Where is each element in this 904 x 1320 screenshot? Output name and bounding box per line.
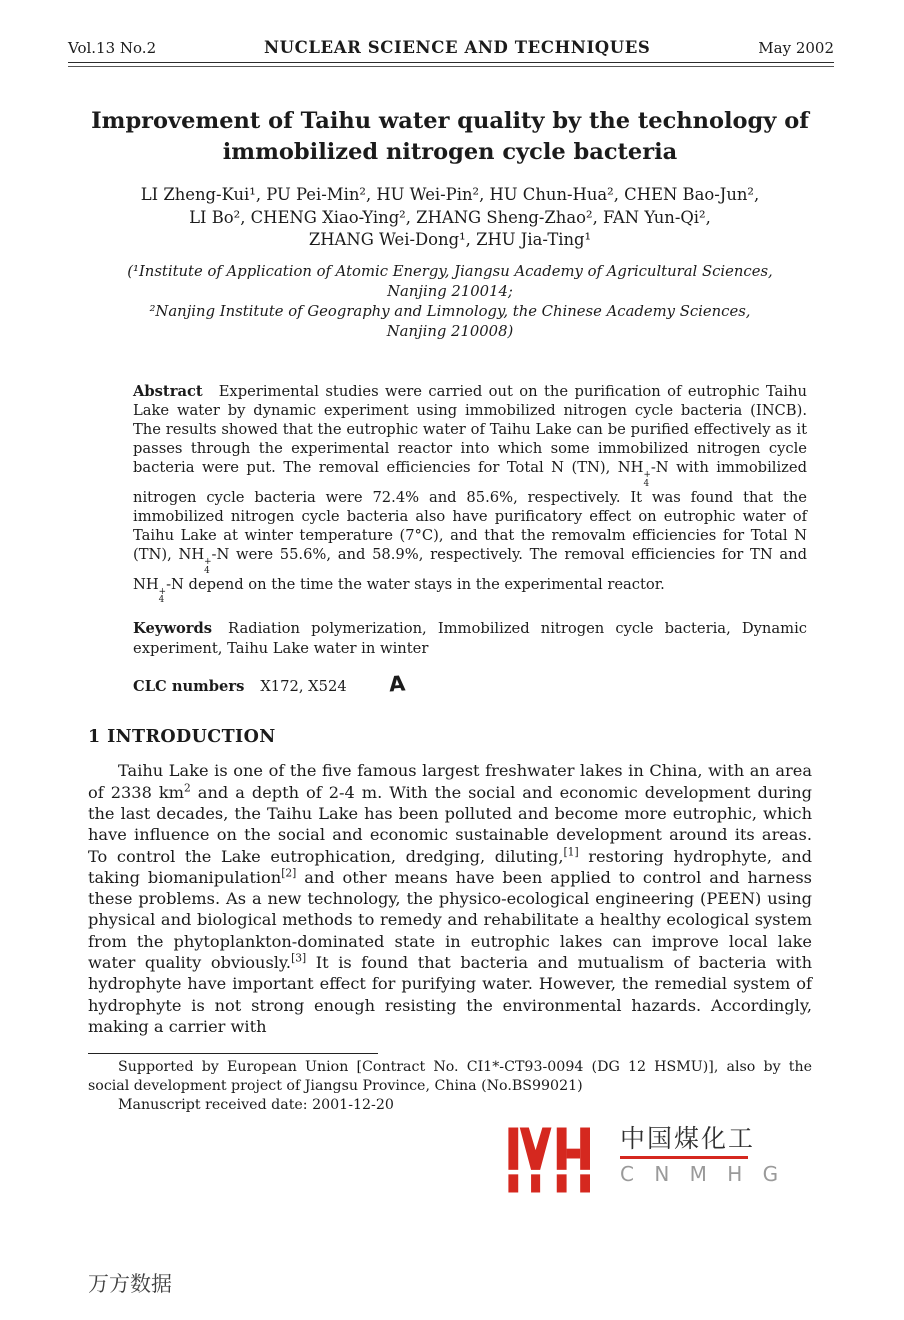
journal-header <box>68 38 834 67</box>
author-line: LI Bo², CHENG Xiao-Ying², ZHANG Sheng-Zhao², FAN Yun-Qi², <box>189 207 711 227</box>
section-heading-introduction: 1 INTRODUCTION <box>88 727 276 748</box>
introduction-paragraph: Taihu Lake is one of the five famous largest freshwater lakes in China, with an area of 2338 $km^2$ and a depth of 2-4 m. With the social and economic development during the last decades, the Taihu Lake has been polluted and become more eutrophic, which have influence on the social and economic sustainable development around its areas. To control the Lake eutrophication, dredging, diluting,[1] restoring hydrophyte, and taking biomanipulation[2] and other means have been applied to control and harness these problems. As a new technology, the physico-ecological engineering (PEEN) using physical and biological methods to remedy and rehabilitate a healthy ecological system from the phytoplankton-dominated state in eutrophic lakes can improve local lake water quality obviously.[3] It is found that bacteria and mutualism of bacteria with hydrophyte have important effect for purifying water. However, the remedial system of hydrophyte is not strong enough resisting the environmental hazards. Accordingly, making a carrier with <box>88 761 812 1036</box>
logo-red-underline <box>620 1156 748 1159</box>
wanfang-data-watermark: 万方数据 <box>88 1272 172 1296</box>
journal-title: NUCLEAR SCIENCE AND TECHNIQUES <box>263 38 651 57</box>
author-line: LI Zheng-Kui¹, PU Pei-Min², HU Wei-Pin², HU Chun-Hua², CHEN Bao-Jun², <box>140 185 760 204</box>
keywords-label: Keywords <box>133 620 213 638</box>
affiliation-line: (¹Institute of Application of Atomic Energy, Jiangsu Academy of Agricultural Sciences, <box>127 262 773 280</box>
footnote-support: Supported by European Union [Contract No. CI1*-CT93-0094 (DG 12 HSMU)], also by the social development project of Jiangsu Province, China (No.BS99021) <box>88 1059 812 1095</box>
clc-values: X172, X524 <box>260 678 347 696</box>
cnmhg-logo-icon <box>506 1126 606 1194</box>
affiliations <box>88 262 812 342</box>
clc-label: CLC numbers <box>133 678 245 696</box>
footnote-received: Manuscript received date: 2001-12-20 <box>118 1097 394 1114</box>
affiliation-line: Nanjing 210014; <box>387 282 513 300</box>
author-list <box>88 184 812 252</box>
abstract <box>133 382 807 605</box>
issue-date: May 2002 <box>758 39 834 57</box>
abstract-label: Abstract <box>133 382 203 400</box>
footnote-rule <box>88 1053 378 1054</box>
cnmhg-watermark-logo <box>506 1126 785 1194</box>
title-line-2: immobilized nitrogen cycle bacteria <box>222 139 678 165</box>
affiliation-line: Nanjing 210008) <box>386 322 514 340</box>
logo-latin-text: C N M H G <box>620 1162 786 1186</box>
article-body <box>88 106 812 1115</box>
affiliation-line: ²Nanjing Institute of Geography and Limnology, the Chinese Academy Sciences, <box>149 302 751 320</box>
keywords <box>133 619 807 657</box>
header-double-rule <box>68 62 834 67</box>
abstract-text: Experimental studies were carried out on the purification of eutrophic Taihu Lake water by dynamic experiment using immobilized nitrogen cycle bacteria (INCB). The results showed that the eutrophic water of Taihu Lake can be purified effectively as it passes through the experimental reactor into which some immobilized nitrogen cycle bacteria were put. The removal efficiencies for Total N (TN), NH + 4 -N with immobilized nitrogen cycle bacteria were 72.4% and 85.6%, respectively. It was found that the immobilized nitrogen cycle bacteria also have purificatory effect on eutrophic water of Taihu Lake at winter temperature (7°C), and that the removalm efficiencies for Total N (TN), NH + 4 -N were 55.6%, and 58.9%, respectively. The removal efficiencies for TN and NH + 4 -N depend on the time the water stays in the experimental reactor. <box>133 382 807 606</box>
clc-numbers <box>133 672 812 696</box>
handwritten-annotation: A <box>387 671 406 697</box>
title-line-1: Improvement of Taihu water quality by the technology of <box>91 108 809 134</box>
logo-chinese-text: 中国煤化工 <box>620 1124 756 1153</box>
footnote <box>88 1053 812 1114</box>
page-title <box>88 106 812 168</box>
volume-issue: Vol.13 No.2 <box>68 39 157 57</box>
keywords-text: Radiation polymerization, Immobilized nitrogen cycle bacteria, Dynamic experiment, Taihu Lake water in winter <box>133 620 807 657</box>
author-line: ZHANG Wei-Dong¹, ZHU Jia-Ting¹ <box>308 230 592 249</box>
